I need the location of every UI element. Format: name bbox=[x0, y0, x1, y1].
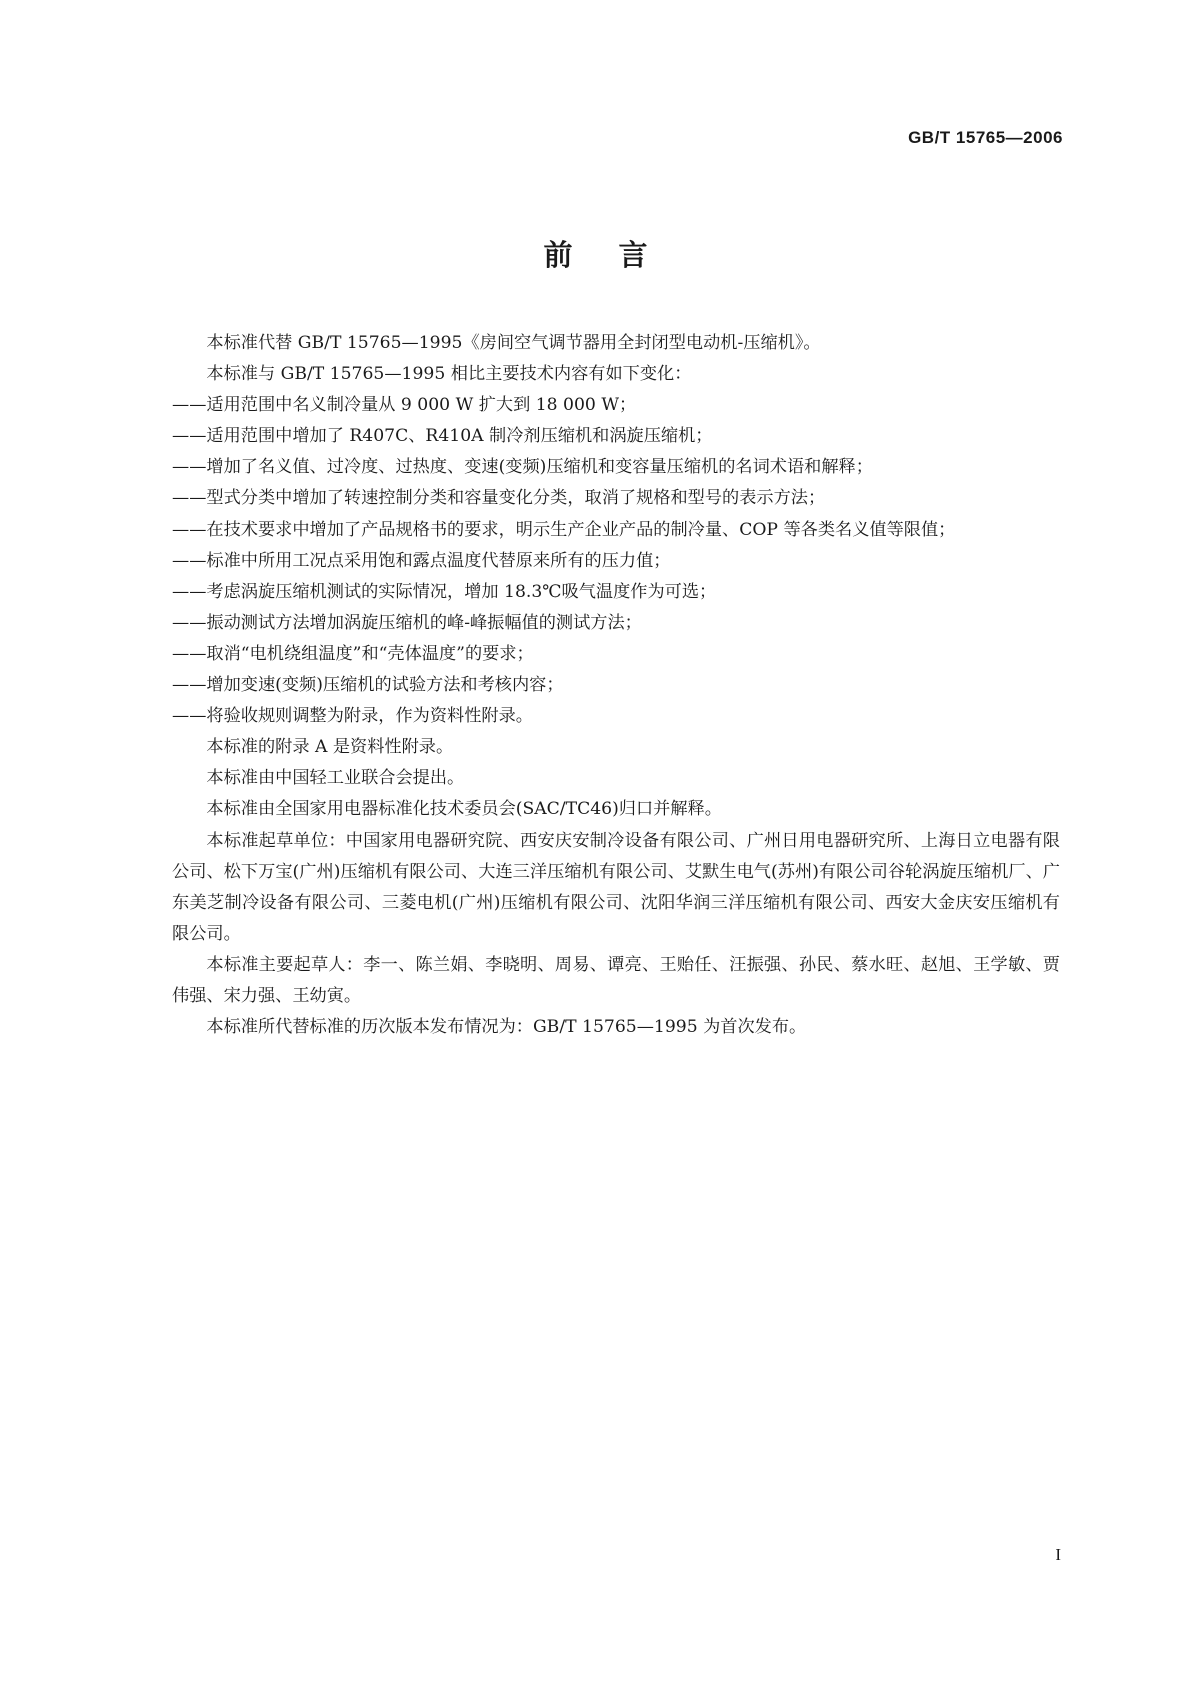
change-item: ——增加了名义值、过冷度、过热度、变速(变频)压缩机和变容量压缩机的名词术语和解释； bbox=[172, 457, 873, 478]
intro-paragraph: 本标准代替 GB/T 15765—1995《房间空气调节器用全封闭型电动机-压缩机》。 bbox=[206, 333, 821, 353]
intro-paragraph: 本标准与 GB/T 15765—1995 相比主要技术内容有如下变化： bbox=[206, 364, 692, 385]
page-number: I bbox=[1055, 1545, 1061, 1564]
foreword-body bbox=[172, 328, 1060, 1043]
version-history-paragraph: 本标准所代替标准的历次版本发布情况为：GB/T 15765—1995 为首次发布。 bbox=[206, 1017, 807, 1038]
change-item: ——振动测试方法增加涡旋压缩机的峰-峰振幅值的测试方法； bbox=[172, 612, 642, 633]
change-item: ——在技术要求中增加了产品规格书的要求，明示生产企业产品的制冷量、COP 等各类名义值等限值； bbox=[172, 519, 956, 540]
change-item: ——将验收规则调整为附录，作为资料性附录。 bbox=[172, 706, 533, 727]
change-item: ——增加变速(变频)压缩机的试验方法和考核内容； bbox=[172, 675, 564, 696]
closing-paragraph: 本标准由中国轻工业联合会提出。 bbox=[206, 768, 465, 789]
standard-code: GB/T 15765—2006 bbox=[908, 128, 1063, 147]
change-item: ——考虑涡旋压缩机测试的实际情况，增加 18.3℃吸气温度作为可选； bbox=[172, 581, 717, 602]
change-item: ——适用范围中增加了 R407C、R410A 制冷剂压缩机和涡旋压缩机； bbox=[172, 426, 713, 447]
closing-paragraph: 本标准的附录 A 是资料性附录。 bbox=[206, 737, 454, 758]
closing-paragraph: 本标准由全国家用电器标准化技术委员会(SAC/TC46)归口并解释。 bbox=[206, 799, 722, 820]
page-title: 前言 bbox=[543, 238, 694, 272]
change-item: ——适用范围中名义制冷量从 9 000 W 扩大到 18 000 W； bbox=[172, 395, 637, 416]
change-item: ——标准中所用工况点采用饱和露点温度代替原来所有的压力值； bbox=[172, 550, 671, 571]
drafters-paragraph: 本标准主要起草人：李一、陈兰娟、李晓明、周易、谭亮、王贻任、汪振强、孙民、蔡水旺、赵旭、王学敏、贾伟强、宋力强、王幼寅。 bbox=[172, 954, 1060, 1006]
drafting-units-paragraph: 本标准起草单位：中国家用电器研究院、西安庆安制冷设备有限公司、广州日用电器研究所、上海日立电器有限公司、松下万宝(广州)压缩机有限公司、大连三洋压缩机有限公司、艾默生电气(苏州)有限公司谷轮涡旋压缩机厂、广东美芝制冷设备有限公司、三菱电机(广州)压缩机有限公司、沈阳华润三洋压缩机有限公司、西安大金庆安压缩机有限公司。 bbox=[172, 830, 1060, 944]
changes-list bbox=[172, 390, 1060, 732]
change-item: ——取消“电机绕组温度”和“壳体温度”的要求； bbox=[172, 643, 534, 664]
change-item: ——型式分类中增加了转速控制分类和容量变化分类，取消了规格和型号的表示方法； bbox=[172, 488, 826, 509]
